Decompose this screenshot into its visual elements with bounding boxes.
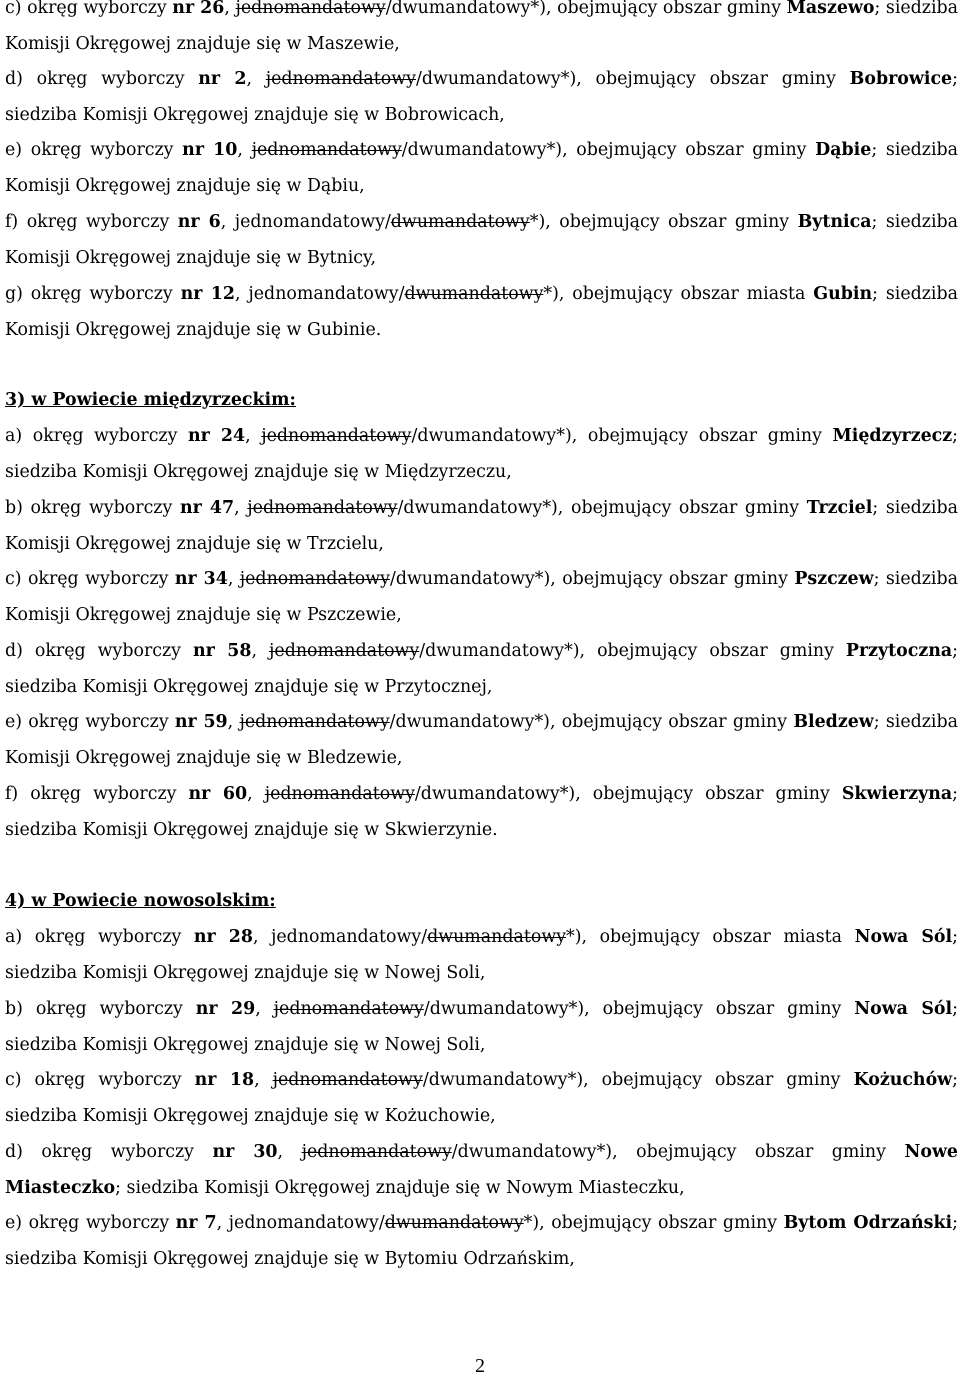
district-number: nr 2 [198,69,247,89]
commission-seat: siedziba Komisji Okręgowej znajduje się w Nowym Miasteczku, [126,1177,685,1198]
area-type: obejmujący obszar gminy [597,641,834,661]
mandate-single: jednomandatowy [239,569,390,589]
district-number: nr 47 [179,498,235,518]
mandate-single: jednomandatowy [251,140,402,160]
commission-seat: siedziba Komisji Okręgowej znajduje się w Międzyrzeczu, [5,461,512,482]
district-number: nr 29 [195,999,256,1019]
district-entry: e) okręg wyborczy nr 7, jednomandatowy/dwumandatowy*), obejmujący obszar gminy Bytom Odrzański; siedziba Komisji Okręgowej znajduje się w Bytomiu Odrzańskim, [5,1213,958,1269]
commission-seat: siedziba Komisji Okręgowej znajduje się w Bledzewie, [5,712,958,768]
entry-letter: c) [5,569,22,589]
mandate-single: jednomandatowy [301,1142,452,1162]
district-number: nr 24 [188,426,246,446]
area-type: obejmujący obszar gminy [561,712,788,732]
mandate-single: jednomandatowy [264,784,415,804]
entry-letter: b) [5,999,23,1019]
district-number: nr 58 [192,641,252,661]
area-type: obejmujący obszar gminy [562,569,788,589]
area-type: obejmujący obszar gminy [595,69,836,89]
district-number: nr 7 [175,1213,217,1233]
mandate-single: jednomandatowy [273,999,424,1019]
area-name: Gubin [813,284,873,304]
area-name: Bledzew [793,712,874,732]
district-entry: d) okręg wyborczy nr 30, jednomandatowy/dwumandatowy*), obejmujący obszar gminy Nowe Miasteczko; siedziba Komisji Okręgowej znajduje się w Nowym Miasteczku, [5,1142,958,1198]
mandate-single: jednomandatowy [265,69,416,89]
page-number: 2 [475,1355,485,1377]
mandate-multi: dwumandatowy [395,712,535,732]
district-entry: c) okręg wyborczy nr 34, jednomandatowy/dwumandatowy*), obejmujący obszar gminy Pszczew; siedziba Komisji Okręgowej znajduje się w Pszczewie, [5,569,958,625]
area-name: Nowa Sól [854,999,953,1019]
area-type: obejmujący obszar gminy [601,1070,841,1090]
area-type: obejmujący obszar gminy [592,784,830,804]
mandate-multi: dwumandatowy [395,569,535,589]
commission-seat: siedziba Komisji Okręgowej znajduje się w Skwierzynie. [5,819,498,840]
area-name: Bobrowice [849,69,953,89]
area-type: obejmujący obszar gminy [636,1142,886,1162]
mandate-single: jednomandatowy [235,0,386,18]
entry-letter: a) [5,927,23,947]
commission-seat: siedziba Komisji Okręgowej znajduje się w Kożuchowie, [5,1105,496,1126]
mandate-multi: dwumandatowy [403,498,543,518]
district-number: nr 26 [172,0,225,18]
area-name: Dąbie [815,140,872,160]
district-entry: c) okręg wyborczy nr 18, jednomandatowy/dwumandatowy*), obejmujący obszar gminy Kożuchów; siedziba Komisji Okręgowej znajduje się w Kożuchowie, [5,1070,958,1126]
district-entry: g) okręg wyborczy nr 12, jednomandatowy/dwumandatowy*), obejmujący obszar miasta Gubin; siedziba Komisji Okręgowej znajduje się w Gubinie. [5,284,958,340]
commission-seat: siedziba Komisji Okręgowej znajduje się w Bytomiu Odrzańskim, [5,1248,575,1269]
district-number: nr 12 [180,284,235,304]
mandate-multi: dwumandatowy [421,69,561,89]
mandate-single: jednomandatowy [272,1070,423,1090]
mandate-multi: dwumandatowy [391,0,531,18]
area-type: obejmujący obszar gminy [570,498,800,518]
district-entry: d) okręg wyborczy nr 2, jednomandatowy/dwumandatowy*), obejmujący obszar gminy Bobrowice; siedziba Komisji Okręgowej znajduje się w Bobrowicach, [5,69,958,125]
entry-letter: f) [5,212,19,232]
area-name: Bytnica [797,212,872,232]
mandate-multi: dwumandatowy [428,1070,568,1090]
mandate-single: jednomandatowy [271,927,422,947]
district-entry: e) okręg wyborczy nr 59, jednomandatowy/dwumandatowy*), obejmujący obszar gminy Bledzew; siedziba Komisji Okręgowej znajduje się w Bledzewie, [5,712,958,768]
area-type: obejmujący obszar gminy [557,0,782,18]
area-type: obejmujący obszar miasta [572,284,806,304]
area-name: Nowe Miasteczko [5,1142,958,1198]
mandate-multi: dwumandatowy [420,784,560,804]
area-name: Międzyrzecz [832,426,953,446]
commission-seat: siedziba Komisji Okręgowej znajduje się w Bobrowicach, [5,104,505,125]
entry-letter: b) [5,498,23,518]
mandate-single: jednomandatowy [239,712,390,732]
area-name: Przytoczna [845,641,953,661]
area-name: Kożuchów [853,1070,953,1090]
area-name: Nowa Sól [854,927,953,947]
commission-seat: siedziba Komisji Okręgowej znajduje się w Nowej Soli, [5,1034,486,1055]
district-entry: c) okręg wyborczy nr 26, jednomandatowy/dwumandatowy*), obejmujący obszar gminy Maszewo; siedziba Komisji Okręgowej znajduje się w Maszewie, [5,0,959,54]
district-number: nr 59 [174,712,228,732]
mandate-multi: dwumandatowy [429,999,569,1019]
area-type: obejmujący obszar gminy [551,1213,778,1233]
district-number: nr 30 [212,1142,278,1162]
entry-letter: c) [5,1070,22,1090]
entry-letter: d) [5,1142,23,1162]
commission-seat: siedziba Komisji Okręgowej znajduje się w Trzcielu, [5,498,958,554]
district-entry: a) okręg wyborczy nr 28, jednomandatowy/dwumandatowy*), obejmujący obszar miasta Nowa Sól; siedziba Komisji Okręgowej znajduje się w Nowej Soli, [5,927,958,983]
mandate-single: jednomandatowy [261,426,412,446]
district-entry: f) okręg wyborczy nr 6, jednomandatowy/dwumandatowy*), obejmujący obszar gminy Bytnica; siedziba Komisji Okręgowej znajduje się w Bytnicy, [5,212,959,268]
mandate-single: jednomandatowy [269,641,420,661]
commission-seat: siedziba Komisji Okręgowej znajduje się w Pszczewie, [5,569,958,625]
area-name: Maszewo [786,0,875,18]
commission-seat: siedziba Komisji Okręgowej znajduje się w Przytocznej, [5,676,493,697]
area-name: Skwierzyna [841,784,953,804]
area-name: Bytom Odrzański [783,1213,953,1233]
area-name: Trzciel [806,498,873,518]
district-entry: d) okręg wyborczy nr 58, jednomandatowy/dwumandatowy*), obejmujący obszar gminy Przytoczna; siedziba Komisji Okręgowej znajduje się w Przytocznej, [5,641,959,697]
mandate-multi: dwumandatowy [384,1213,524,1233]
entry-letter: a) [5,426,23,446]
area-type: obejmujący obszar gminy [576,140,807,160]
commission-seat: siedziba Komisji Okręgowej znajduje się w Gubinie. [5,284,958,340]
area-type: obejmujący obszar gminy [587,426,822,446]
district-number: nr 18 [194,1070,255,1090]
area-type: obejmujący obszar miasta [599,927,843,947]
district-number: nr 34 [174,569,228,589]
district-number: nr 6 [177,212,221,232]
entry-letter: e) [5,1213,23,1233]
district-entry: e) okręg wyborczy nr 10, jednomandatowy/dwumandatowy*), obejmujący obszar gminy Dąbie; siedziba Komisji Okręgowej znajduje się w Dąbiu, [5,140,959,196]
entry-letter: g) [5,284,23,304]
mandate-multi: dwumandatowy [427,927,567,947]
section-heading-4: 4) w Powiecie nowosolskim: [5,891,276,911]
district-entry: f) okręg wyborczy nr 60, jednomandatowy/dwumandatowy*), obejmujący obszar gminy Skwierzyna; siedziba Komisji Okręgowej znajduje się w Skwierzynie. [5,784,959,840]
district-number: nr 28 [193,927,253,947]
area-name: Pszczew [794,569,874,589]
mandate-single: jednomandatowy [228,1213,379,1233]
entry-letter: e) [5,712,23,732]
entry-letter: f) [5,784,19,804]
district-entry: b) okręg wyborczy nr 29, jednomandatowy/dwumandatowy*), obejmujący obszar gminy Nowa Sól; siedziba Komisji Okręgowej znajduje się w Nowej Soli, [5,999,958,1055]
mandate-multi: dwumandatowy [407,140,547,160]
mandate-single: jednomandatowy [248,284,399,304]
commission-seat: siedziba Komisji Okręgowej znajduje się w Bytnicy, [5,212,959,268]
mandate-multi: dwumandatowy [404,284,544,304]
mandate-multi: dwumandatowy [425,641,565,661]
area-type: obejmujący obszar gminy [559,212,790,232]
district-entry: b) okręg wyborczy nr 47, jednomandatowy/dwumandatowy*), obejmujący obszar gminy Trzciel; siedziba Komisji Okręgowej znajduje się w Trzcielu, [5,498,958,554]
entry-letter: d) [5,69,23,89]
section-heading-3: 3) w Powiecie międzyrzeckim: [5,390,296,410]
area-type: obejmujący obszar gminy [602,999,842,1019]
entry-letter: c) [5,0,22,18]
entry-letter: e) [5,140,23,160]
mandate-single: jednomandatowy [234,212,385,232]
district-entry: a) okręg wyborczy nr 24, jednomandatowy/dwumandatowy*), obejmujący obszar gminy Międzyrzecz; siedziba Komisji Okręgowej znajduje się w Międzyrzeczu, [5,426,958,482]
district-number: nr 10 [182,140,238,160]
commission-seat: siedziba Komisji Okręgowej znajduje się w Nowej Soli, [5,962,486,983]
mandate-multi: dwumandatowy [457,1142,597,1162]
mandate-multi: dwumandatowy [390,212,530,232]
entry-letter: d) [5,641,23,661]
district-number: nr 60 [188,784,248,804]
mandate-single: jednomandatowy [247,498,398,518]
commission-seat: siedziba Komisji Okręgowej znajduje się w Maszewie, [5,0,959,54]
commission-seat: siedziba Komisji Okręgowej znajduje się w Dąbiu, [5,140,959,196]
mandate-multi: dwumandatowy [417,426,557,446]
